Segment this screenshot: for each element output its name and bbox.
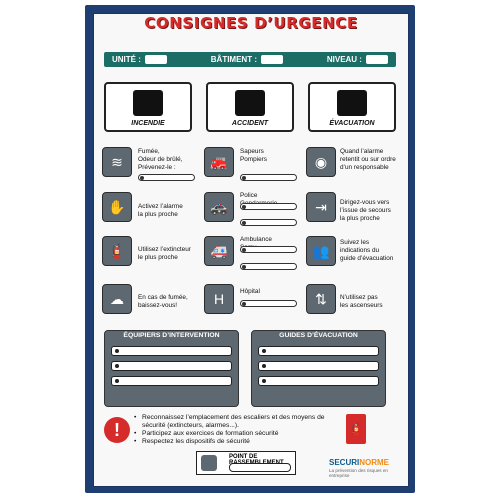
evacuation-icon xyxy=(337,90,367,116)
phone-line xyxy=(240,219,297,226)
logo-accent: NORME xyxy=(359,458,390,467)
location-bar xyxy=(104,52,396,67)
row1-middle-text: Sapeurs Pompiers xyxy=(240,148,267,163)
logo-subtitle: La prévention des risques en entreprise xyxy=(329,468,388,478)
phone-entry xyxy=(258,346,379,356)
assembly-point xyxy=(196,451,296,475)
hospital-icon: H xyxy=(204,284,234,314)
phone-line xyxy=(240,174,297,181)
evacuation-card xyxy=(308,82,396,132)
falling-person-icon xyxy=(235,90,265,116)
crawl-icon: ☁ xyxy=(102,284,132,314)
level-label: NIVEAU : xyxy=(326,55,362,64)
alert-icon: ! xyxy=(104,417,130,443)
phone-line xyxy=(240,300,297,307)
row4-left-text: En cas de fumée, baissez-vous! xyxy=(138,294,188,309)
police-car-icon: 🚓 xyxy=(204,192,234,222)
row3-middle-text: Ambulance xyxy=(240,236,272,243)
alarm-icon: ◉ xyxy=(306,147,336,177)
phone-line xyxy=(138,174,195,181)
ambulance-icon: 🚑 xyxy=(204,236,234,266)
unit-slot xyxy=(112,55,167,64)
building-slot xyxy=(211,55,283,64)
alarm-button-icon: ✋ xyxy=(102,192,132,222)
rule-item: • Participez aux exercices de formation sécurité xyxy=(134,430,349,438)
fire-label: INCENDIE xyxy=(131,120,165,127)
emergency-poster xyxy=(85,5,415,493)
level-slot xyxy=(327,55,388,64)
phone-entry xyxy=(258,361,379,371)
fire-truck-icon: 🚒 xyxy=(204,147,234,177)
phone-entry xyxy=(111,346,232,356)
level-box xyxy=(366,55,388,64)
logo-main: SECURI xyxy=(329,458,360,467)
assembly-icon xyxy=(201,455,217,471)
intervention-panel xyxy=(104,330,239,407)
fire-icon xyxy=(133,90,163,116)
exit-icon: ⇥ xyxy=(306,192,336,222)
instruction-row xyxy=(102,284,402,324)
safety-rules xyxy=(134,414,349,446)
guide-icon: 👥 xyxy=(306,236,336,266)
extinguisher-icon: 🧯 xyxy=(102,236,132,266)
rule-item: • Reconnaissez l’emplacement des escaliers et des moyens de sécurité (extincteurs, alarmes...). xyxy=(134,414,349,430)
phone-entry xyxy=(111,376,232,386)
accident-label: ACCIDENT xyxy=(231,120,269,127)
securinorme-logo xyxy=(329,458,389,467)
guides-panel xyxy=(251,330,386,407)
smoke-icon: ≋ xyxy=(102,147,132,177)
row3-right-text: Suivez les indications du guide d’évacuation xyxy=(340,239,394,262)
phone-line xyxy=(240,203,297,210)
building-box xyxy=(261,55,283,64)
fire-card xyxy=(104,82,192,132)
accident-card xyxy=(206,82,294,132)
row1-right-text: Quand l’alarme retentit ou sur ordre d’un responsable xyxy=(340,148,396,171)
row2-middle-text: Police xyxy=(240,192,258,199)
row2-right-text: Dirigez-vous vers l’issue de secours la plus proche xyxy=(340,199,391,222)
row4-middle-text: Hôpital xyxy=(240,288,260,295)
fire-extinguisher-icon: 🧯 xyxy=(346,414,366,444)
unit-box xyxy=(145,55,167,64)
phone-entry xyxy=(111,361,232,371)
assembly-line xyxy=(229,463,291,472)
row2-left-text: Activez l’alarme la plus proche xyxy=(138,203,183,218)
rule-item: • Respectez les dispositifs de sécurité xyxy=(134,438,349,446)
assembly-label: POINT DE RASSEMBLEMENT xyxy=(229,454,284,466)
row1-left-text: Fumée, Odeur de brûlé, Prévenez-le : xyxy=(138,148,183,171)
row4-right-text: N’utilisez pas les ascenseurs xyxy=(340,294,383,309)
guides-title: GUIDES D’ÉVACUATION xyxy=(279,332,358,339)
phone-entry xyxy=(258,376,379,386)
phone-line xyxy=(240,246,297,253)
evacuation-label: ÉVACUATION xyxy=(329,120,375,127)
poster-title: CONSIGNES D’URGENCE xyxy=(144,14,358,32)
elevator-icon: ⇅ xyxy=(306,284,336,314)
poster-panel xyxy=(93,13,409,487)
phone-line xyxy=(240,263,297,270)
instruction-row xyxy=(102,147,402,187)
instruction-row xyxy=(102,236,402,276)
row3-left-text: Utilisez l’extincteur le plus proche xyxy=(138,246,191,261)
instruction-row xyxy=(102,192,402,232)
building-label: BÂTIMENT : xyxy=(210,55,257,64)
unit-label: UNITÉ : xyxy=(112,55,141,64)
intervention-title: ÉQUIPIERS D’INTERVENTION xyxy=(123,332,220,339)
